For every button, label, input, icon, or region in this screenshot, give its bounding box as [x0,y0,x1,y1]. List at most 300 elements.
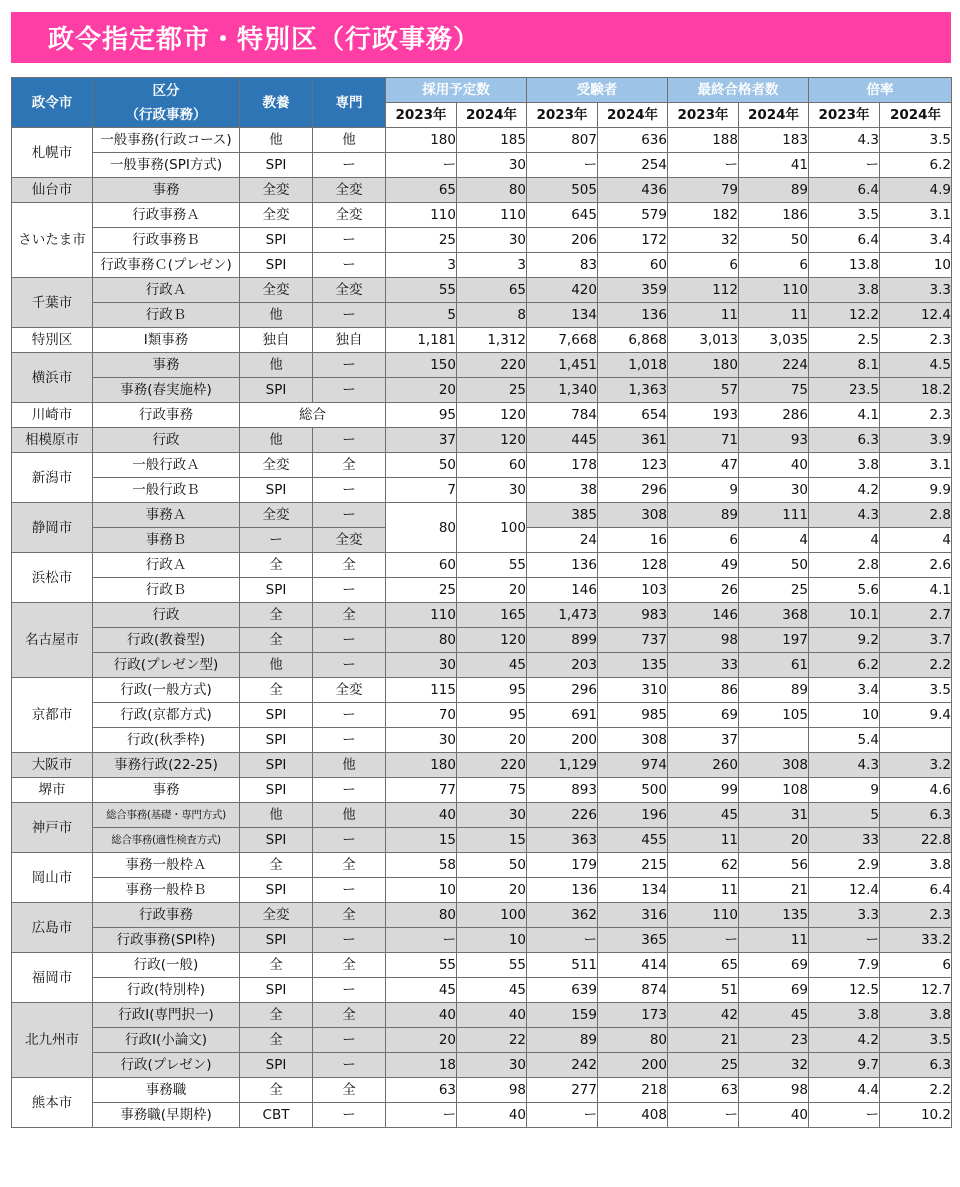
table-row [12,478,952,503]
plan-2023-cell: 150 [386,353,457,378]
ratio-2023-cell: 7.9 [809,953,880,978]
passed-2023-cell: 33 [668,653,739,678]
kyoyo-cell: 全 [240,1003,313,1028]
kyoyo-cell: 全 [240,1078,313,1103]
header-year-2023: 2023年 [386,103,457,128]
plan-2024-cell: 98 [457,1078,527,1103]
passed-2024-cell: 61 [739,653,809,678]
plan-2024-cell: 220 [457,353,527,378]
ratio-2024-cell: 3.8 [880,1003,952,1028]
header-year-2024: 2024年 [880,103,952,128]
category-cell: 行政(秋季枠) [93,728,240,753]
city-name: 川崎市 [12,403,93,428]
kyoyo-senmon-cell: 総合 [240,403,386,428]
passed-2023-cell: 180 [668,353,739,378]
plan-2023-cell: 40 [386,1003,457,1028]
applicants-2024-cell: 408 [598,1103,668,1128]
ratio-2024-cell: 3.8 [880,853,952,878]
city-name: 千葉市 [12,278,93,328]
ratio-2024-cell: 10.2 [880,1103,952,1128]
plan-2023-cell: 40 [386,803,457,828]
page-title: 政令指定都市・特別区（行政事務） [48,25,481,55]
passed-2023-cell: 25 [668,1053,739,1078]
category-cell: 行政(京都方式) [93,703,240,728]
senmon-cell: 全 [313,953,386,978]
ratio-2023-cell: 10.1 [809,603,880,628]
category-cell: 行政Ｂ [93,303,240,328]
applicants-2023-cell: 420 [527,278,598,303]
applicants-2024-cell: 414 [598,953,668,978]
ratio-2024-cell: 3.7 [880,628,952,653]
senmon-cell: 他 [313,753,386,778]
recruitment-table [11,77,952,1128]
passed-2023-cell: 6 [668,528,739,553]
header-year-2023: 2023年 [668,103,739,128]
applicants-2024-cell: 16 [598,528,668,553]
plan-2024-cell: 100 [457,503,527,553]
ratio-2023-cell: 2.5 [809,328,880,353]
header-city: 政令市 [12,78,93,128]
applicants-2024-cell: 200 [598,1053,668,1078]
city-name: 名古屋市 [12,603,93,678]
category-cell: 行政Ａ [93,278,240,303]
passed-2024-cell: 197 [739,628,809,653]
passed-2023-cell: 110 [668,903,739,928]
plan-2024-cell: 30 [457,153,527,178]
passed-2023-cell: 112 [668,278,739,303]
ratio-2023-cell: 5.6 [809,578,880,603]
ratio-2024-cell: 4.5 [880,353,952,378]
table-row [12,1053,952,1078]
table-row [12,503,952,528]
ratio-2023-cell: 4.3 [809,503,880,528]
plan-2024-cell: 20 [457,878,527,903]
passed-2024-cell: 40 [739,1103,809,1128]
applicants-2024-cell: 974 [598,753,668,778]
category-cell: 事務 [93,778,240,803]
plan-2023-cell: 80 [386,903,457,928]
plan-2024-cell: 30 [457,1053,527,1078]
applicants-2023-cell: 38 [527,478,598,503]
plan-2023-cell: 10 [386,878,457,903]
category-cell: 行政事務 [93,903,240,928]
kyoyo-cell: SPI [240,378,313,403]
kyoyo-cell: 全 [240,953,313,978]
passed-2024-cell: 4 [739,528,809,553]
senmon-cell: 全 [313,1003,386,1028]
ratio-2024-cell: 6.2 [880,153,952,178]
plan-2023-cell: 45 [386,978,457,1003]
plan-2023-cell: 80 [386,503,457,553]
category-cell: 行政 [93,603,240,628]
kyoyo-cell: 他 [240,428,313,453]
passed-2024-cell: 108 [739,778,809,803]
plan-2024-cell: 1,312 [457,328,527,353]
applicants-2023-cell: 1,129 [527,753,598,778]
plan-2024-cell: 120 [457,428,527,453]
plan-2024-cell: 60 [457,453,527,478]
applicants-2024-cell: 1,363 [598,378,668,403]
ratio-2023-cell: 4 [809,528,880,553]
passed-2023-cell: 182 [668,203,739,228]
applicants-2023-cell: 136 [527,553,598,578]
plan-2023-cell: 77 [386,778,457,803]
plan-2024-cell: 22 [457,1028,527,1053]
passed-2023-cell: 89 [668,503,739,528]
kyoyo-cell: SPI [240,253,313,278]
plan-2023-cell: 20 [386,1028,457,1053]
applicants-2024-cell: 172 [598,228,668,253]
ratio-2024-cell: 6.3 [880,803,952,828]
kyoyo-cell: 他 [240,128,313,153]
plan-2023-cell: 18 [386,1053,457,1078]
applicants-2023-cell: 445 [527,428,598,453]
ratio-2023-cell: 12.2 [809,303,880,328]
ratio-2024-cell: 2.8 [880,503,952,528]
applicants-2024-cell: 60 [598,253,668,278]
passed-2023-cell: 65 [668,953,739,978]
plan-2024-cell: 30 [457,228,527,253]
ratio-2023-cell: 4.3 [809,128,880,153]
applicants-2023-cell: 807 [527,128,598,153]
applicants-2023-cell: 893 [527,778,598,803]
passed-2024-cell: 69 [739,978,809,1003]
category-cell: 行政Ⅰ(専門択一) [93,1003,240,1028]
applicants-2023-cell: 24 [527,528,598,553]
senmon-cell: 全変 [313,203,386,228]
ratio-2023-cell: 4.2 [809,478,880,503]
applicants-2023-cell: 1,473 [527,603,598,628]
ratio-2023-cell: 5 [809,803,880,828]
category-cell: 事務Ｂ [93,528,240,553]
ratio-2024-cell: 4.9 [880,178,952,203]
header-bairitsu: 倍率 [809,78,952,103]
plan-2023-cell: 15 [386,828,457,853]
table-row [12,128,952,153]
applicants-2023-cell: 362 [527,903,598,928]
table-row [12,803,952,828]
passed-2024-cell: 75 [739,378,809,403]
category-cell: 行政事務 [93,403,240,428]
passed-2024-cell: 25 [739,578,809,603]
kyoyo-cell: 全 [240,603,313,628]
applicants-2023-cell: 784 [527,403,598,428]
table-row [12,428,952,453]
ratio-2024-cell: 4.6 [880,778,952,803]
table-row [12,778,952,803]
applicants-2023-cell: ー [527,928,598,953]
kyoyo-cell: SPI [240,978,313,1003]
table-row [12,628,952,653]
table-row [12,653,952,678]
applicants-2023-cell: 136 [527,878,598,903]
ratio-2024-cell: 3.3 [880,278,952,303]
header-year-2023: 2023年 [527,103,598,128]
applicants-2023-cell: 146 [527,578,598,603]
senmon-cell: 全 [313,453,386,478]
ratio-2024-cell: 4 [880,528,952,553]
ratio-2023-cell: 4.1 [809,403,880,428]
ratio-2024-cell: 33.2 [880,928,952,953]
ratio-2024-cell: 10 [880,253,952,278]
senmon-cell: 全変 [313,528,386,553]
passed-2024-cell: 41 [739,153,809,178]
passed-2024-cell: 186 [739,203,809,228]
city-name: 北九州市 [12,1003,93,1078]
applicants-2023-cell: ー [527,153,598,178]
senmon-cell: 全 [313,903,386,928]
ratio-2023-cell: 6.4 [809,228,880,253]
kyoyo-cell: 全 [240,553,313,578]
senmon-cell: ー [313,828,386,853]
kyoyo-cell: 他 [240,803,313,828]
applicants-2023-cell: 645 [527,203,598,228]
applicants-2023-cell: 134 [527,303,598,328]
ratio-2023-cell: 2.8 [809,553,880,578]
ratio-2023-cell: 2.9 [809,853,880,878]
ratio-2023-cell: 8.1 [809,353,880,378]
passed-2023-cell: 45 [668,803,739,828]
applicants-2023-cell: 505 [527,178,598,203]
passed-2023-cell: 9 [668,478,739,503]
applicants-2023-cell: 83 [527,253,598,278]
table-row [12,878,952,903]
applicants-2024-cell: 636 [598,128,668,153]
senmon-cell: ー [313,878,386,903]
kyoyo-cell: SPI [240,703,313,728]
category-cell: 事務 [93,178,240,203]
category-cell: 事務一般枠Ｂ [93,878,240,903]
applicants-2024-cell: 455 [598,828,668,853]
ratio-2023-cell: 12.4 [809,878,880,903]
table-row [12,153,952,178]
ratio-2024-cell: 6.3 [880,1053,952,1078]
passed-2023-cell: 42 [668,1003,739,1028]
category-cell: Ⅰ類事務 [93,328,240,353]
kyoyo-cell: 全変 [240,178,313,203]
kyoyo-cell: 全変 [240,903,313,928]
kyoyo-cell: SPI [240,778,313,803]
applicants-2024-cell: 123 [598,453,668,478]
plan-2024-cell: 80 [457,178,527,203]
applicants-2024-cell: 361 [598,428,668,453]
passed-2023-cell: 62 [668,853,739,878]
passed-2023-cell: 98 [668,628,739,653]
plan-2024-cell: 40 [457,1003,527,1028]
passed-2024-cell: 69 [739,953,809,978]
applicants-2024-cell: 254 [598,153,668,178]
header-category-text: 区分 （行政事務） [125,82,207,123]
kyoyo-cell: SPI [240,578,313,603]
passed-2023-cell: 193 [668,403,739,428]
applicants-2024-cell: 874 [598,978,668,1003]
senmon-cell: ー [313,653,386,678]
kyoyo-cell: SPI [240,828,313,853]
plan-2023-cell: 30 [386,728,457,753]
category-cell: 行政Ａ [93,553,240,578]
applicants-2024-cell: 985 [598,703,668,728]
ratio-2023-cell: ー [809,153,880,178]
applicants-2024-cell: 173 [598,1003,668,1028]
kyoyo-cell: 全 [240,678,313,703]
senmon-cell: 全変 [313,178,386,203]
plan-2024-cell: 30 [457,803,527,828]
ratio-2023-cell: 9 [809,778,880,803]
plan-2023-cell: 115 [386,678,457,703]
passed-2024-cell: 135 [739,903,809,928]
table-row [12,1028,952,1053]
applicants-2023-cell: 200 [527,728,598,753]
applicants-2023-cell: 242 [527,1053,598,1078]
applicants-2024-cell: 316 [598,903,668,928]
applicants-2023-cell: 179 [527,853,598,878]
plan-2024-cell: 15 [457,828,527,853]
city-name: 広島市 [12,903,93,953]
ratio-2023-cell: 3.3 [809,903,880,928]
table-row [12,578,952,603]
passed-2023-cell: 49 [668,553,739,578]
ratio-2023-cell: 6.4 [809,178,880,203]
header-year-2024: 2024年 [598,103,668,128]
applicants-2024-cell: 310 [598,678,668,703]
passed-2024-cell: 105 [739,703,809,728]
ratio-2023-cell: ー [809,1103,880,1128]
plan-2023-cell: 25 [386,578,457,603]
table-row [12,253,952,278]
category-cell: 事務Ａ [93,503,240,528]
passed-2024-cell: 50 [739,553,809,578]
applicants-2024-cell: 196 [598,803,668,828]
plan-2023-cell: 58 [386,853,457,878]
passed-2023-cell: 47 [668,453,739,478]
applicants-2024-cell: 359 [598,278,668,303]
table-row [12,1078,952,1103]
ratio-2023-cell: 5.4 [809,728,880,753]
passed-2024-cell: 6 [739,253,809,278]
kyoyo-cell: 全 [240,628,313,653]
passed-2023-cell: 71 [668,428,739,453]
applicants-2023-cell: 296 [527,678,598,703]
header-year-2023: 2023年 [809,103,880,128]
plan-2024-cell: 20 [457,578,527,603]
table-row [12,403,952,428]
category-cell: 行政(プレゼン) [93,1053,240,1078]
passed-2024-cell: 183 [739,128,809,153]
city-name: 京都市 [12,678,93,753]
plan-2024-cell: 65 [457,278,527,303]
plan-2024-cell: 50 [457,853,527,878]
ratio-2024-cell: 3.1 [880,453,952,478]
passed-2024-cell: 224 [739,353,809,378]
header-kyoyo: 教養 [240,78,313,128]
ratio-2023-cell: 13.8 [809,253,880,278]
category-cell: 総合事務(基礎・専門方式) [93,803,240,828]
passed-2023-cell: 37 [668,728,739,753]
passed-2024-cell: 11 [739,928,809,953]
applicants-2023-cell: 159 [527,1003,598,1028]
applicants-2024-cell: 1,018 [598,353,668,378]
senmon-cell: 他 [313,128,386,153]
applicants-2023-cell: 1,451 [527,353,598,378]
passed-2024-cell: 308 [739,753,809,778]
category-cell: 行政(一般方式) [93,678,240,703]
plan-2024-cell: 120 [457,403,527,428]
category-cell: 行政(特別枠) [93,978,240,1003]
plan-2023-cell: 65 [386,178,457,203]
kyoyo-cell: SPI [240,153,313,178]
applicants-2024-cell: 218 [598,1078,668,1103]
senmon-cell: ー [313,1028,386,1053]
passed-2023-cell: ー [668,153,739,178]
applicants-2024-cell: 436 [598,178,668,203]
ratio-2023-cell: 10 [809,703,880,728]
plan-2023-cell: 63 [386,1078,457,1103]
passed-2023-cell: 260 [668,753,739,778]
passed-2024-cell: 110 [739,278,809,303]
passed-2023-cell: ー [668,1103,739,1128]
passed-2024-cell: 89 [739,178,809,203]
passed-2023-cell: 188 [668,128,739,153]
senmon-cell: 全変 [313,678,386,703]
city-name: さいたま市 [12,203,93,278]
city-name: 相模原市 [12,428,93,453]
category-cell: 事務行政(22-25) [93,753,240,778]
ratio-2023-cell: 12.5 [809,978,880,1003]
ratio-2024-cell: 4.1 [880,578,952,603]
senmon-cell: ー [313,1053,386,1078]
senmon-cell: ー [313,503,386,528]
passed-2023-cell: 57 [668,378,739,403]
senmon-cell: ー [313,778,386,803]
kyoyo-cell: SPI [240,478,313,503]
plan-2024-cell: 20 [457,728,527,753]
ratio-2024-cell: 3.4 [880,228,952,253]
ratio-2023-cell: 4.2 [809,1028,880,1053]
applicants-2024-cell: 296 [598,478,668,503]
applicants-2023-cell: 1,340 [527,378,598,403]
applicants-2023-cell: 277 [527,1078,598,1103]
passed-2023-cell: 26 [668,578,739,603]
kyoyo-cell: 全 [240,853,313,878]
plan-2024-cell: 10 [457,928,527,953]
header-year-2024: 2024年 [739,103,809,128]
applicants-2024-cell: 103 [598,578,668,603]
applicants-2024-cell: 654 [598,403,668,428]
city-name: 札幌市 [12,128,93,178]
passed-2023-cell: 11 [668,828,739,853]
ratio-2024-cell: 2.3 [880,903,952,928]
plan-2024-cell: 8 [457,303,527,328]
category-cell: 行政事務(SPI枠) [93,928,240,953]
plan-2023-cell: 5 [386,303,457,328]
category-cell: 事務職(早期枠) [93,1103,240,1128]
ratio-2024-cell: 6 [880,953,952,978]
plan-2023-cell: 180 [386,753,457,778]
kyoyo-cell: SPI [240,228,313,253]
ratio-2024-cell: 3.1 [880,203,952,228]
applicants-2023-cell: 226 [527,803,598,828]
ratio-2024-cell: 9.4 [880,703,952,728]
table-row [12,1003,952,1028]
plan-2023-cell: 50 [386,453,457,478]
kyoyo-cell: 全変 [240,278,313,303]
kyoyo-cell: 全 [240,1028,313,1053]
ratio-2024-cell: 22.8 [880,828,952,853]
plan-2023-cell: 180 [386,128,457,153]
passed-2024-cell: 98 [739,1078,809,1103]
category-cell: 行政事務Ａ [93,203,240,228]
kyoyo-cell: 他 [240,653,313,678]
